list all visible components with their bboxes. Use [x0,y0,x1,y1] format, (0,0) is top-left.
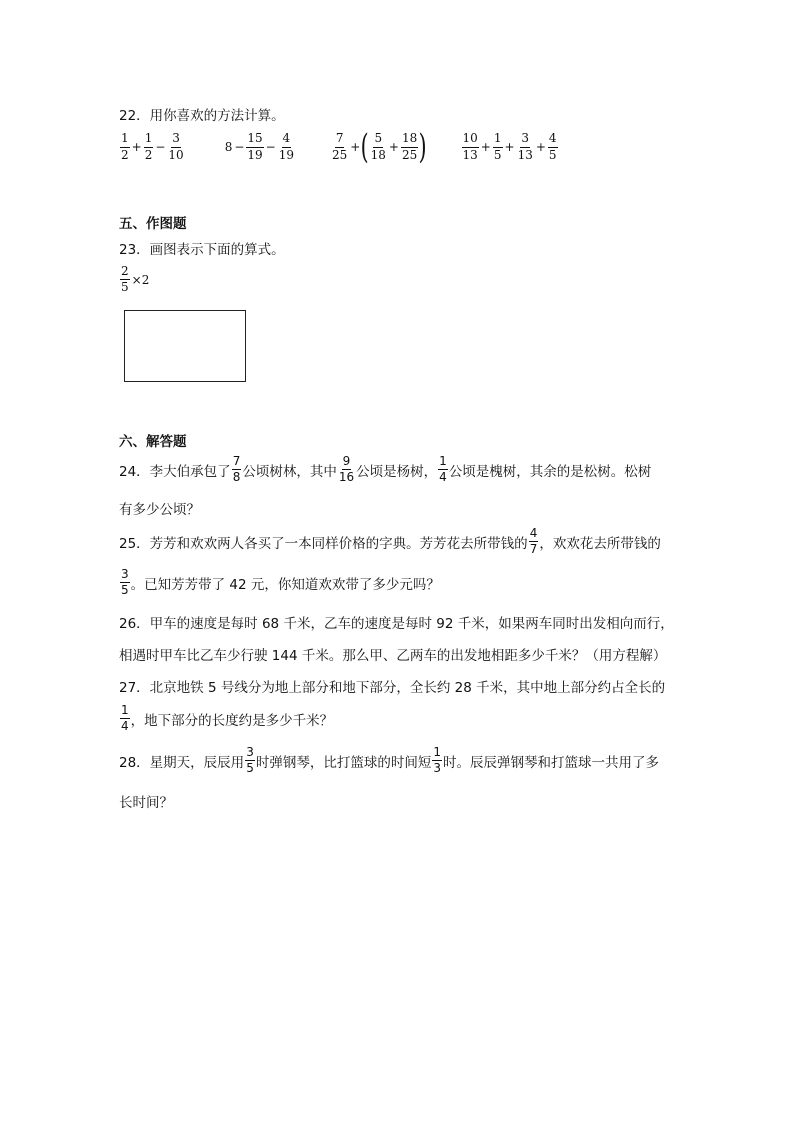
fraction: $\frac{3}{5}$ [246,745,254,776]
q22-title: 22．用你喜欢的方法计算。 [119,108,285,124]
fraction: $\frac{1}{2}$ [121,131,129,162]
q24-line-1: 24．李大伯承包了 $\frac{7}{8}$ 公顷树林，其中 $\frac{9}{16}$ 公顷是杨树， $\frac{1}{4}$ 公顷是槐树，其余的是松树。松树 [119,454,652,485]
fraction: $\frac{1}{2}$ [144,131,153,162]
section-heading-word-problems: 六、解答题 [119,434,187,450]
fraction: $\frac{4}{7}$ [529,526,538,557]
q24-line-2: 有多少公顷？ [119,502,200,518]
q27-line-2: $\frac{1}{4}$ ，地下部分的长度约是多少千米？ [121,703,334,734]
q22-expr-2: 8 − $\frac{15}{19}$ − $\frac{4}{19}$ [224,131,295,162]
q22-expr-3: $\frac{7}{25}$ + ( $\frac{5}{18}$ + $\frac{18}{25}$ ) [332,127,427,167]
fraction: $\frac{4}{19}$ [278,131,295,162]
q25-line-2: $\frac{3}{5}$ 。已知芳芳带了 42 元，你知道欢欢带了多少元吗？ [121,567,440,598]
q22-expr-1: $\frac{1}{2}$ + $\frac{1}{2}$ − $\frac{3}{10}$ [121,131,184,162]
fraction: $\frac{18}{25}$ [401,131,418,162]
q26-line-1: 26．甲车的速度是每时 68 千米，乙车的速度是每时 92 千米，如果两车同时出发相向而行， [119,616,674,632]
q22-expr-4: $\frac{10}{13}$ + $\frac{1}{5}$ + $\frac{3}{13}$ + $\frac{4}{5}$ [462,131,557,162]
q28-line-2: 长时间？ [119,795,173,811]
q23-title: 23．画图表示下面的算式。 [119,242,285,258]
fraction: $\frac{4}{5}$ [548,131,557,162]
fraction: $\frac{1}{4}$ [439,454,447,485]
drawing-box[interactable] [124,310,246,382]
q22-expressions [119,127,559,167]
fraction: $\frac{3}{13}$ [517,131,533,162]
fraction: $\frac{1}{4}$ [121,703,129,734]
fraction: $\frac{3}{5}$ [121,567,129,598]
q23-expression: $\frac{2}{5}$ ×2 [121,264,150,295]
q26-line-2: 相遇时甲车比乙车少行驶 144 千米。那么甲、乙两车的出发地相距多少千米？（用方程解） [119,648,667,664]
fraction: $\frac{2}{5}$ [121,264,129,295]
q25-line-1: 25．芳芳和欢欢两人各买了一本同样价格的字典。芳芳花去所带钱的 $\frac{4}{7}$ ，欢欢花去所带钱的 [119,526,661,557]
fraction: $\frac{3}{10}$ [168,131,184,162]
fraction: $\frac{9}{16}$ [338,454,355,485]
fraction: $\frac{5}{18}$ [370,131,386,162]
fraction: $\frac{15}{19}$ [247,131,263,162]
fraction: $\frac{7}{8}$ [232,454,241,485]
q28-line-1: 28．星期天，辰辰用 $\frac{3}{5}$ 时弹钢琴，比打篮球的时间短 $\frac{1}{3}$ 时。辰辰弹钢琴和打篮球一共用了多 [119,745,659,776]
fraction: $\frac{1}{3}$ [433,745,441,776]
fraction: $\frac{10}{13}$ [462,131,478,162]
fraction: $\frac{1}{5}$ [493,131,502,162]
q27-line-1: 27．北京地铁 5 号线分为地上部分和地下部分，全长约 28 千米，其中地上部分约占全长的 [119,680,666,696]
fraction: $\frac{7}{25}$ [332,131,348,162]
section-heading-drawing: 五、作图题 [119,216,187,232]
